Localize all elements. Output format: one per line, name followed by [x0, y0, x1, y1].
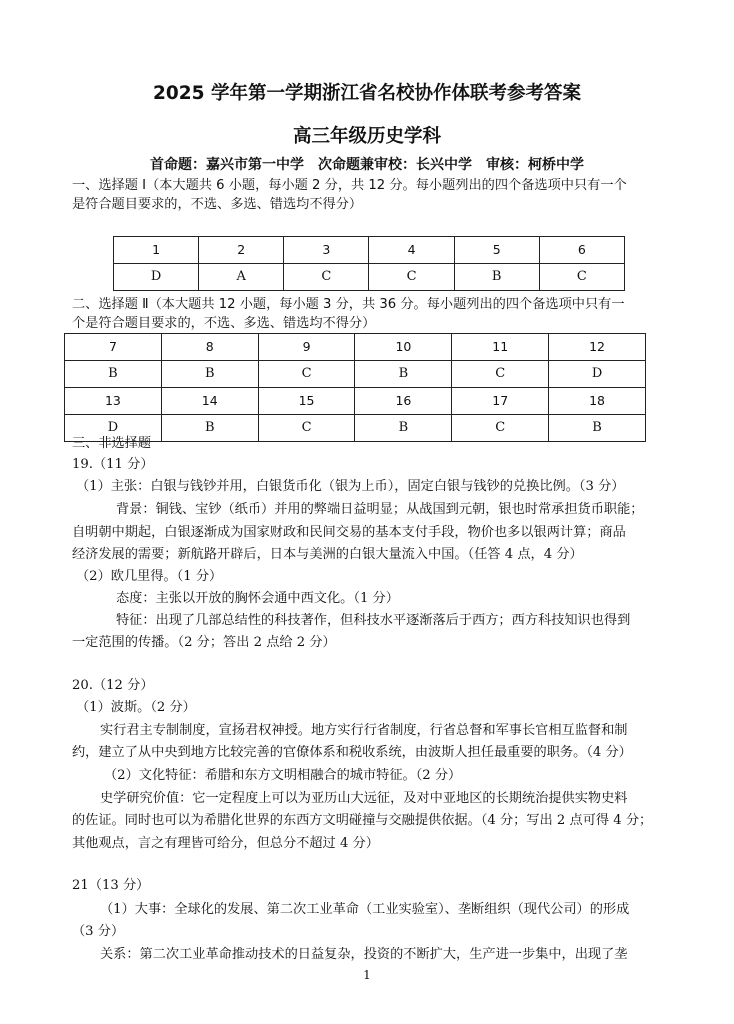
credits-line: 首命题：嘉兴市第一中学 次命题兼审校：长兴中学 审核：柯桥中学 [150, 157, 584, 173]
answer-cell: D [114, 264, 199, 291]
question-number: 9 [258, 334, 355, 361]
q19-line: （2）欧几里得。（1 分） [76, 569, 223, 584]
q19-line: （1）主张：白银与钱钞并用，白银货币化（银为上币），固定白银与钱钞的兑换比例。（3 分） [76, 479, 625, 494]
q20-line: 的佐证。同时也可以为希腊化世界的东西方文明碰撞与交融提供依据。（4 分；写出 2 点可得 4 分； [72, 813, 653, 828]
answer-cell: B [454, 264, 539, 291]
section1-intro-line2: 是符合题目要求的，不选、多选、错选均不得分） [72, 197, 363, 212]
answer-cell: D [65, 415, 162, 442]
section2-answer-table [64, 333, 646, 442]
answer-cell: B [65, 361, 162, 388]
answer-cell: B [355, 415, 452, 442]
question-number: 10 [355, 334, 452, 361]
q21-line: （3 分） [72, 924, 125, 939]
answer-cell: C [258, 415, 355, 442]
q20-title: 20.（12 分） [72, 678, 154, 693]
section2-intro-line2: 个是符合题目要求的，不选、多选、错选均不得分） [72, 316, 376, 331]
q20-line: （2）文化特征：希腊和东方文明相融合的城市特征。（2 分） [104, 768, 462, 783]
q19-title: 19.（11 分） [72, 457, 154, 472]
table-row-numbers [114, 237, 625, 264]
question-number: 6 [539, 237, 624, 264]
section3-heading: 三、非选择题 [72, 436, 152, 451]
question-number: 4 [369, 237, 454, 264]
question-number: 2 [199, 237, 284, 264]
q20-line: 其他观点，言之有理皆可给分，但总分不超过 4 分） [72, 836, 379, 851]
section1-answer-table [113, 236, 625, 291]
q21-title: 21（13 分） [72, 878, 150, 893]
q19-line: 经济发展的需要；新航路开辟后，日本与美洲的白银大量流入中国。（任答 4 点，4 分） [72, 547, 583, 562]
answer-cell: C [258, 361, 355, 388]
answer-cell: B [161, 361, 258, 388]
table-row-answers [114, 264, 625, 291]
answer-cell: C [452, 415, 549, 442]
document-subtitle: 高三年级历史学科 [292, 126, 441, 147]
answer-cell: C [539, 264, 624, 291]
q19-line: 一定范围的传播。（2 分；答出 2 点给 2 分） [72, 635, 336, 650]
question-number: 18 [549, 388, 646, 415]
question-number: 11 [452, 334, 549, 361]
q19-line: 背景：铜钱、宝钞（纸币）并用的弊端日益明显；从战国到元朝，银也时常承担货币职能； [116, 502, 644, 517]
question-number: 17 [452, 388, 549, 415]
q21-line: 关系：第二次工业革命推动技术的日益复杂，投资的不断扩大，生产进一步集中，出现了垄 [100, 947, 628, 962]
q19-line: 自明朝中期起，白银逐渐成为国家财政和民间交易的基本支付手段，物价也多以银两计算；商品 [72, 525, 626, 540]
table-row-numbers [65, 334, 646, 361]
section2-intro-line1: 二、选择题 Ⅱ（本大题共 12 小题，每小题 3 分，共 36 分。每小题列出的四个备选项中只有一 [72, 297, 625, 312]
section1-intro-line1: 一、选择题 Ⅰ（本大题共 6 小题，每小题 2 分，共 12 分。每小题列出的四个备选项中只有一个 [72, 178, 627, 193]
question-number: 13 [65, 388, 162, 415]
q19-line: 态度：主张以开放的胸怀会通中西文化。（1 分） [116, 591, 399, 606]
question-number: 1 [114, 237, 199, 264]
answer-cell: B [355, 361, 452, 388]
answer-cell: C [452, 361, 549, 388]
question-number: 8 [161, 334, 258, 361]
q19-line: 特征：出现了几部总结性的科技著作，但科技水平逐渐落后于西方；西方科技知识也得到 [116, 613, 631, 628]
table-row-answers [65, 361, 646, 388]
q21-line: （1）大事：全球化的发展、第二次工业革命（工业实验室）、垄断组织（现代公司）的形成 [100, 902, 630, 917]
question-number: 3 [284, 237, 369, 264]
question-number: 15 [258, 388, 355, 415]
answer-cell: B [549, 415, 646, 442]
answer-cell: A [199, 264, 284, 291]
q20-line: 史学研究价值：它一定程度上可以为亚历山大远征，及对中亚地区的长期统治提供实物史料 [100, 791, 628, 806]
answer-cell: C [369, 264, 454, 291]
question-number: 16 [355, 388, 452, 415]
q20-line: 实行君主专制制度，宣扬君权神授。地方实行行省制度，行省总督和军事长官相互监督和制 [100, 723, 628, 738]
answer-cell: B [161, 415, 258, 442]
page-number: 1 [363, 968, 371, 982]
answer-cell: C [284, 264, 369, 291]
question-number: 14 [161, 388, 258, 415]
answer-cell: D [549, 361, 646, 388]
document-title: 2025 学年第一学期浙江省名校协作体联考参考答案 [153, 83, 581, 104]
question-number: 12 [549, 334, 646, 361]
q20-line: 约，建立了从中央到地方比较完善的官僚体系和税收系统，由波斯人担任最重要的职务。（4 分） [72, 745, 632, 760]
question-number: 5 [454, 237, 539, 264]
q20-line: （1）波斯。（2 分） [76, 700, 196, 715]
table-row-numbers [65, 388, 646, 415]
question-number: 7 [65, 334, 162, 361]
